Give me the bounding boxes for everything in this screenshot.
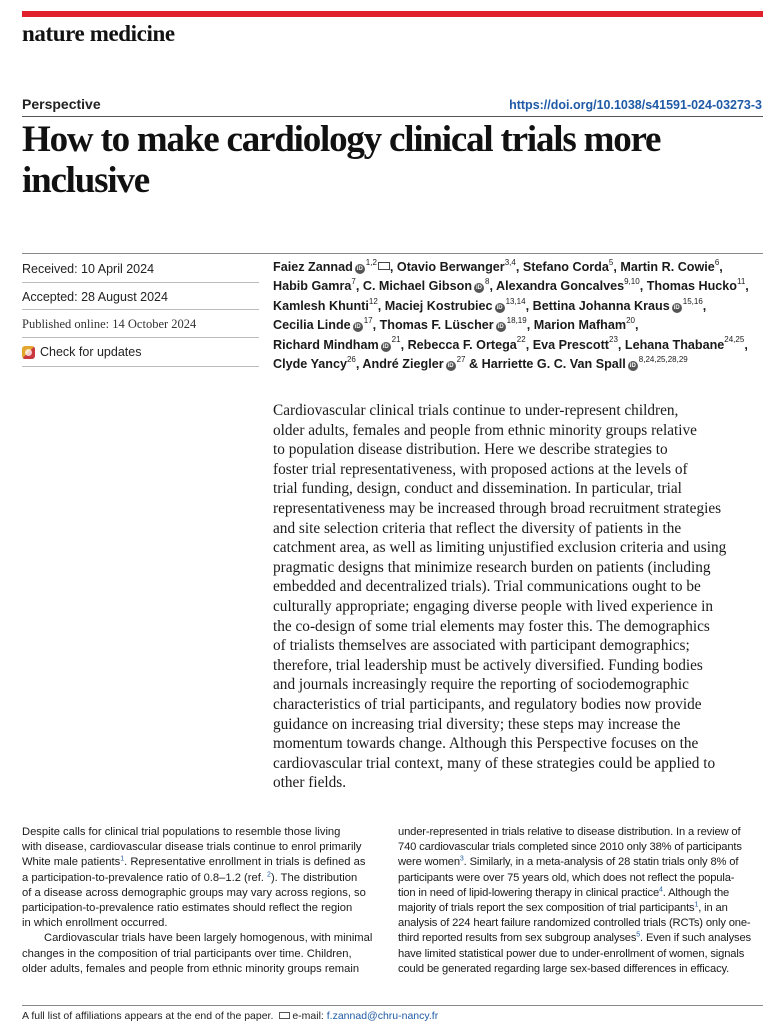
body-line [398,931,764,946]
author-name[interactable]: Marion Mafham [533,318,627,333]
author-separator: , [719,260,723,274]
author-affiliation: 3,4 [504,257,516,267]
body-text: third reported results from sex subgroup analyses [398,932,637,945]
reference-link[interactable]: 2 [267,870,271,878]
body-text: 740 cardiovascular trials completed since 2010 only 38% of participants [398,841,742,854]
orcid-icon[interactable]: iD [629,362,636,369]
body-line [398,840,764,855]
author-separator: , [372,318,380,333]
author-affiliation: 15,16 [682,296,703,306]
title-line: inclusive [22,160,149,201]
body-line [22,871,388,886]
author-affiliation: 5 [608,257,614,267]
body-line [22,886,388,901]
author-name[interactable]: Thomas Hucko [646,279,737,294]
body-column-right [398,825,764,977]
author-affiliation: 1,2 [365,257,377,267]
email-label: e-mail: [292,1010,324,1022]
author-name[interactable]: Stefano Corda [522,260,609,274]
author-separator: , [617,337,625,352]
abstract-line: to population disease distribution. Here we describe strategies to [273,441,668,459]
body-text: Despite calls for clinical trial populations to resemble those living [22,826,341,838]
author-name[interactable]: Clyde Yancy [273,356,347,371]
author-affiliation: 12 [368,296,378,306]
abstract-line: guidance on increasing trial diversity; these steps may increase the [273,715,681,733]
reference-link[interactable]: 4 [659,886,663,894]
body-text: in which enrollment occurred. [22,917,168,930]
author-affiliation: 8,24,25,28,29 [638,354,688,364]
author-separator: , [377,298,385,313]
author-separator: , [634,318,639,333]
author-affiliation: 7 [351,277,356,287]
body-line [22,947,388,962]
body-text: participants were over 75 years old, which does not reflect the popula- [398,871,735,884]
body-text: . Even if such analyses [640,932,752,945]
article-type: Perspective [22,96,101,112]
author-name[interactable]: Otavio Berwanger [396,260,505,274]
author-affiliation: 17 [363,315,373,325]
abstract-line: pragmatic designs that minimize research burden on patients (including [273,558,711,576]
body-line [398,962,764,977]
body-line [22,855,388,870]
received-date: Received: 10 April 2024 [22,262,155,276]
author-affiliation: 11 [736,277,746,287]
abstract-line: cardiovascular trial context, many of these strategies could be applied to [273,754,716,772]
article-title [22,119,762,201]
author-affiliation: 21 [391,335,401,345]
abstract-line: embedded and decentralized trials). Trial communications ought to be [273,578,701,596]
body-text: . Similarly, in a meta-analysis of 28 statin trials only 8% of [463,856,739,869]
author-separator: , [489,279,496,294]
author-line [273,355,763,374]
body-text: changes in the composition of trial participants over time. Children, [22,947,352,960]
abstract-line: the co-design of some trial elements may foster this. The demographics [273,617,710,635]
author-name[interactable]: Bettina Johanna Kraus [532,298,670,313]
abstract-line: and site selection criteria that reflect the diversity of patients in the [273,519,682,537]
author-affiliation: 18,19 [506,315,527,325]
contact-email-link[interactable]: f.zannad@chru-nancy.fr [326,1010,439,1022]
abstract-line: older adults, females and people from ethnic minority groups relative [273,421,697,439]
meta-rule [22,366,259,367]
author-separator: , [400,337,408,352]
body-text: Cardiovascular trials have been largely homogenous, with minimal [44,932,373,945]
author-name[interactable]: C. Michael Gibson [362,279,473,294]
author-name[interactable]: Lehana Thabane [624,337,725,352]
body-column-left [22,825,388,977]
abstract-line: representativeness may be increased through broad recruitment strategies [273,499,722,517]
author-affiliation: 9,10 [624,277,640,287]
published-date: Published online: 14 October 2024 [22,317,197,331]
author-affiliation: 24,25 [724,335,745,345]
body-line [398,901,764,916]
body-text: have limited statistical power due to under-enrollment of women, signals [398,947,745,960]
body-text: participation-to-prevalence ratio estimates should reflect the region [22,901,353,914]
body-text: White male patients [22,856,121,869]
author-separator: , [515,260,523,274]
reference-link[interactable]: 1 [694,901,699,909]
body-text: with disease, cardiovascular disease trials continue to enrol primarily [22,841,362,854]
journal-name[interactable]: nature medicine [22,21,175,46]
orcid-icon[interactable]: iD [673,304,680,311]
reference-link[interactable]: 3 [459,855,464,863]
author-separator: , [355,356,363,371]
orcid-icon[interactable]: iD [447,362,454,369]
author-name[interactable]: Rebecca F. Ortega [407,337,517,352]
abstract-line: Cardiovascular clinical trials continue to under-represent children, [273,402,679,419]
reference-link[interactable]: 5 [636,931,641,939]
crossmark-icon [22,346,35,359]
author-separator: & [465,356,482,371]
body-line [22,962,388,977]
author-name[interactable]: Habib Gamra [273,279,352,294]
email-icon [279,1012,290,1019]
footnote [22,1010,438,1022]
author-affiliation: 26 [346,354,356,364]
body-text: tion in need of lipid-lowering therapy in clinical practice [398,886,660,899]
author-line [273,316,763,335]
author-separator: , [389,260,397,274]
author-name[interactable]: Martin R. Cowie [620,260,715,274]
body-line [398,916,764,931]
abstract [273,401,763,793]
accepted-date: Accepted: 28 August 2024 [22,290,168,304]
reference-link[interactable]: 1 [120,855,125,863]
author-line [273,277,763,296]
abstract-line: trial funding, design, conduct and dissemination. In particular, trial [273,480,682,498]
body-line [398,947,764,962]
body-text: a participation-to-prevalence ratio of 0.8–1.2 (ref. [22,871,268,884]
author-name[interactable]: Eva Prescott [532,337,609,352]
body-text: ). The distribution [270,871,358,884]
orcid-icon[interactable]: iD [476,285,483,292]
body-text: majority of trials report the sex composition of trial participants [398,901,695,914]
body-text: of a disease across demographic groups may vary across regions, so [22,886,366,899]
author-name[interactable]: Alexandra Goncalves [496,279,625,294]
abstract-line: and journals increasingly require the reporting of sociodemographic [273,676,689,694]
author-name[interactable]: Maciej Kostrubiec [384,298,493,313]
body-line [22,901,388,916]
author-separator: , [613,260,621,274]
author-affiliation: 8 [485,277,490,287]
footnote-divider [22,1005,763,1006]
check-for-updates-button[interactable] [22,345,141,359]
orcid-icon[interactable]: iD [497,324,504,331]
body-line [22,916,388,931]
author-name[interactable]: Richard Mindham [273,337,379,352]
author-separator: , [525,337,533,352]
body-text: , in an [698,901,728,914]
check-for-updates-label: Check for updates [40,345,142,359]
body-text: could be generated regarding large sex-based differences in efficacy. [398,962,730,975]
author-list [273,258,763,374]
author-separator: , [526,318,534,333]
body-text: analysis of 224 heart failure randomized controlled trials (RCTs) only one- [398,917,751,930]
orcid-icon[interactable]: iD [496,304,503,311]
body-line [22,931,388,946]
author-line [273,336,763,355]
journal-header-bar [22,11,763,17]
author-affiliation: 23 [609,335,618,345]
author-name[interactable]: Thomas F. Lüscher [379,318,494,333]
meta-divider [22,253,763,254]
abstract-line: catchment area, as well as limiting unjustified exclusion criteria and using [273,539,727,557]
author-name[interactable]: Cecilia Linde [273,318,351,333]
body-text: . Representative enrollment in trials is defined as [124,856,366,869]
body-line [398,825,764,840]
title-divider [22,116,763,117]
body-line [398,855,764,870]
meta-rule [22,309,259,310]
author-separator: , [702,298,707,313]
email-icon[interactable] [378,262,390,270]
abstract-line: therefore, trial leadership must be actively diversified. Funding bodies [273,656,703,674]
abstract-line: foster trial representativeness, with proposed actions at the levels of [273,460,688,478]
author-separator: , [525,298,533,313]
author-affiliation: 6 [714,257,720,267]
author-affiliation: 27 [456,354,466,364]
abstract-line: of trialists themselves are associated with participant demographics; [273,637,690,655]
author-affiliation: 22 [516,335,526,345]
author-name[interactable]: Harriette G. C. Van Spall [481,356,626,371]
meta-rule [22,282,259,283]
author-line [273,258,763,277]
author-separator: , [745,279,749,294]
body-text: were women [398,856,460,869]
author-affiliation: 20 [626,315,635,325]
body-text: . Although the [662,886,730,899]
doi-link[interactable]: https://doi.org/10.1038/s41591-024-03273-3 [509,98,762,112]
orcid-icon[interactable]: iD [382,343,389,350]
abstract-line: other fields. [273,774,347,792]
title-line: How to make cardiology clinical trials more [22,119,661,160]
author-line [273,297,763,316]
abstract-line: characteristics of trial participants, and regulatory bodies now provide [273,695,702,713]
body-line [398,871,764,886]
body-text: under-represented in trials relative to disease distribution. In a review of [398,826,741,838]
author-separator: , [639,279,647,294]
orcid-icon[interactable]: iD [354,324,361,331]
abstract-line: momentum towards change. Although this Perspective focuses on the [273,735,699,753]
body-line [398,886,764,901]
orcid-icon[interactable]: iD [356,266,363,272]
body-line [22,825,388,840]
affiliations-note: A full list of affiliations appears at the end of the paper. [22,1010,274,1022]
author-name[interactable]: Faiez Zannad [273,260,353,274]
author-affiliation: 13,14 [505,296,526,306]
meta-rule [22,337,259,338]
body-line [22,840,388,855]
author-separator: , [744,337,748,352]
author-name[interactable]: André Ziegler [362,356,444,371]
body-text: older adults, females and people from ethnic minority groups remain [22,962,360,975]
author-separator: , [355,279,363,294]
abstract-line: culturally appropriate; engaging diverse people with lived experience in [273,597,714,615]
author-name[interactable]: Kamlesh Khunti [273,298,369,313]
